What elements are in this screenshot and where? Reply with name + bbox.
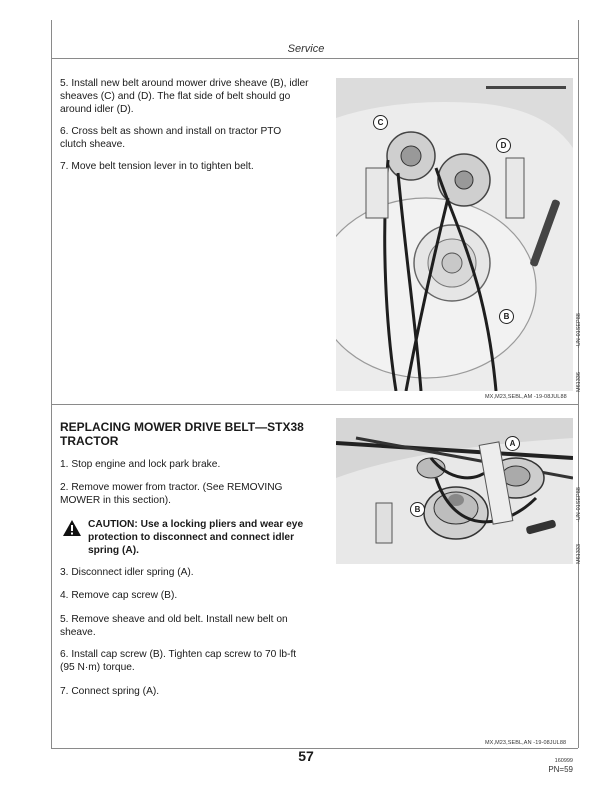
mower-deck-belt-photo xyxy=(336,78,573,391)
callout-c: C xyxy=(373,115,388,130)
section-heading-line-1: REPLACING MOWER DRIVE BELT—STX38 xyxy=(60,420,304,434)
step-7-connect-spring: 7. Connect spring (A). xyxy=(60,686,160,697)
stx38-drive-belt-photo xyxy=(336,418,573,564)
callout-b: B xyxy=(499,309,514,324)
step-7-tension-lever: 7. Move belt tension lever in to tighten belt. xyxy=(60,161,254,172)
stx38-illustration xyxy=(336,418,573,564)
figure-1-caption: MX,M23,SEBL,AM -19-08JUL88 xyxy=(485,394,567,400)
figure-1-number: M61336 xyxy=(576,372,582,392)
caution-text: CAUTION: Use a locking pliers and wear eye protection to disconnect and connect idler spring (A). xyxy=(88,519,304,556)
step-6-install-cap-screw: 6. Install cap screw (B). Tighten cap screw to 70 lb-ft (95 N·m) torque. xyxy=(60,649,297,673)
callout-b-fig2: B xyxy=(410,502,425,517)
step-5-remove-sheave: 5. Remove sheave and old belt. Install new belt on sheave. xyxy=(60,614,288,638)
section-divider-1 xyxy=(51,404,578,405)
frame-left-line xyxy=(51,20,52,748)
callout-a: A xyxy=(505,436,520,451)
section-2-caption: MX,M23,SEBL,AN -19-08JUL88 xyxy=(485,740,567,746)
page-number: 57 xyxy=(298,748,314,764)
figure-2-id: -UN-01SEP88 xyxy=(576,487,582,522)
section-heading xyxy=(60,421,320,448)
header-rule xyxy=(51,58,578,59)
step-5-install-belt: 5. Install new belt around mower drive sheave (B), idler sheaves (C) and (D). The flat side of belt should go around idler (D). xyxy=(60,78,309,115)
step-3-disconnect-spring: 3. Disconnect idler spring (A). xyxy=(60,567,194,578)
callout-d: D xyxy=(496,138,511,153)
step-2-remove-mower: 2. Remove mower from tractor. (See REMOVING MOWER in this section). xyxy=(60,482,283,506)
figure-1-id: -UN-01SEP88 xyxy=(576,313,582,348)
section-heading-line-2: TRACTOR xyxy=(60,433,119,448)
step-6-cross-belt: 6. Cross belt as shown and install on tractor PTO clutch sheave. xyxy=(60,126,282,150)
header-title: Service xyxy=(287,43,325,55)
warning-triangle-icon xyxy=(62,519,82,537)
footer-code: 160999 xyxy=(554,758,573,764)
mower-deck-illustration xyxy=(336,78,573,391)
step-1-stop-engine: 1. Stop engine and lock park brake. xyxy=(60,459,221,470)
step-4-remove-cap-screw: 4. Remove cap screw (B). xyxy=(60,590,178,601)
footer-pn: PN=59 xyxy=(548,765,573,774)
figure-2-number: M61333 xyxy=(576,544,582,564)
